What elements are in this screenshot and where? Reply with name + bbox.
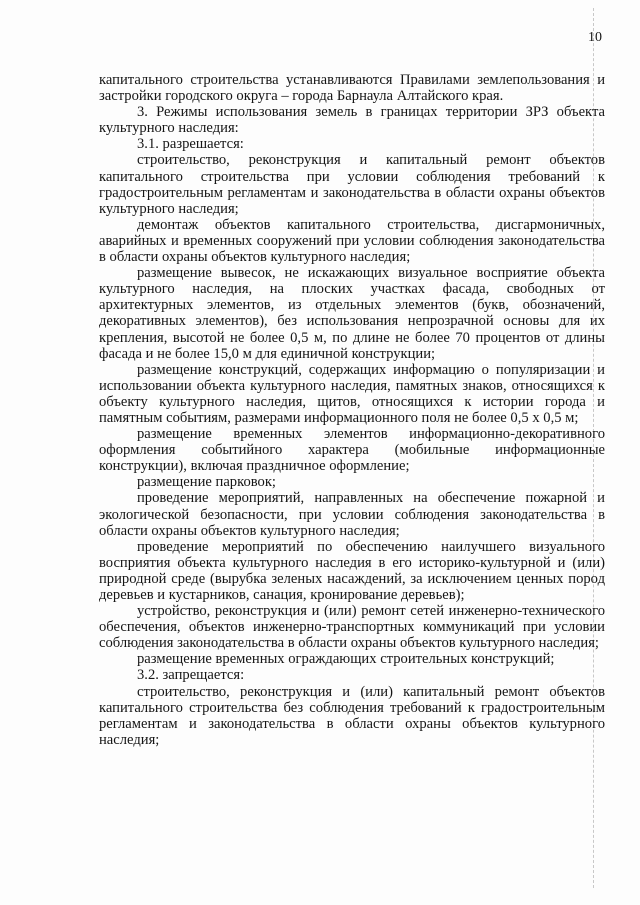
paragraph: проведение мероприятий по обеспечению наилучшего визуального восприятия объекта культурного наследия в его историко-культурной и (или) природной среде (вырубка зеленых насаждений, за исключением ценных пород деревьев и кустарников, санация, кронирование деревьев); (99, 538, 605, 603)
paragraph: размещение вывесок, не искажающих визуальное восприятие объекта культурного наследия, на плоских участках фасада, свободных от архитектурных элементов, из отдельных элементов (букв, обозначений, декоративных элементов), без использования непрозрачной основы для их крепления, высотой не более 0,5 м, по длине не более 70 процентов от длины фасада и не более 15,0 м для единичной конструкции; (99, 265, 605, 362)
paragraph: проведение мероприятий, направленных на обеспечение пожарной и экологической безопасности, при условии соблюдения законодательства в области охраны объектов культурного наследия; (99, 490, 605, 539)
body-text (99, 72, 605, 748)
paragraph: капитального строительства устанавливаются Правилами землепользования и застройки городского округа – города Барнаула Алтайского края. (99, 72, 605, 105)
paragraph: 3.1. разрешается: (137, 136, 244, 153)
page-number: 10 (588, 30, 602, 45)
paragraph: 3. Режимы использования земель в границах территории ЗРЗ объекта культурного наследия: (99, 104, 605, 137)
paragraph: размещение парковок; (137, 474, 276, 491)
paragraph: строительство, реконструкция и (или) капитальный ремонт объектов капитального строительства без соблюдения требований к градостроительным регламентам и законодательства в области охраны объектов культурного наследия; (99, 683, 605, 748)
paragraph: размещение временных ограждающих строительных конструкций; (137, 651, 555, 668)
paragraph: демонтаж объектов капитального строительства, дисгармоничных, аварийных и временных сооружений при условии соблюдения законодательства в области охраны объектов культурного наследия; (99, 216, 605, 266)
paragraph: 3.2. запрещается: (137, 667, 245, 684)
paragraph: устройство, реконструкция и (или) ремонт сетей инженерно-технического обеспечения, объектов инженерно-транспортных коммуникаций при условии соблюдения законодательства в области охраны объектов культурного наследия; (99, 603, 605, 652)
paragraph: строительство, реконструкция и капитальный ремонт объектов капитального строительства при условии соблюдения требований к градостроительным регламентам и законодательства в области охраны объектов культурного наследия; (99, 152, 605, 217)
paragraph: размещение временных элементов информационно-декоративного оформления событийного характера (мобильные информационные конструкции), включая праздничное оформление; (99, 426, 605, 475)
paragraph: размещение конструкций, содержащих информацию о популяризации и использовании объекта культурного наследия, памятных знаков, относящихся к объекту культурного наследия, щитов, относящихся к истории города и памятным событиям, размерами информационного поля не более 0,5 х 0,5 м; (99, 361, 605, 426)
